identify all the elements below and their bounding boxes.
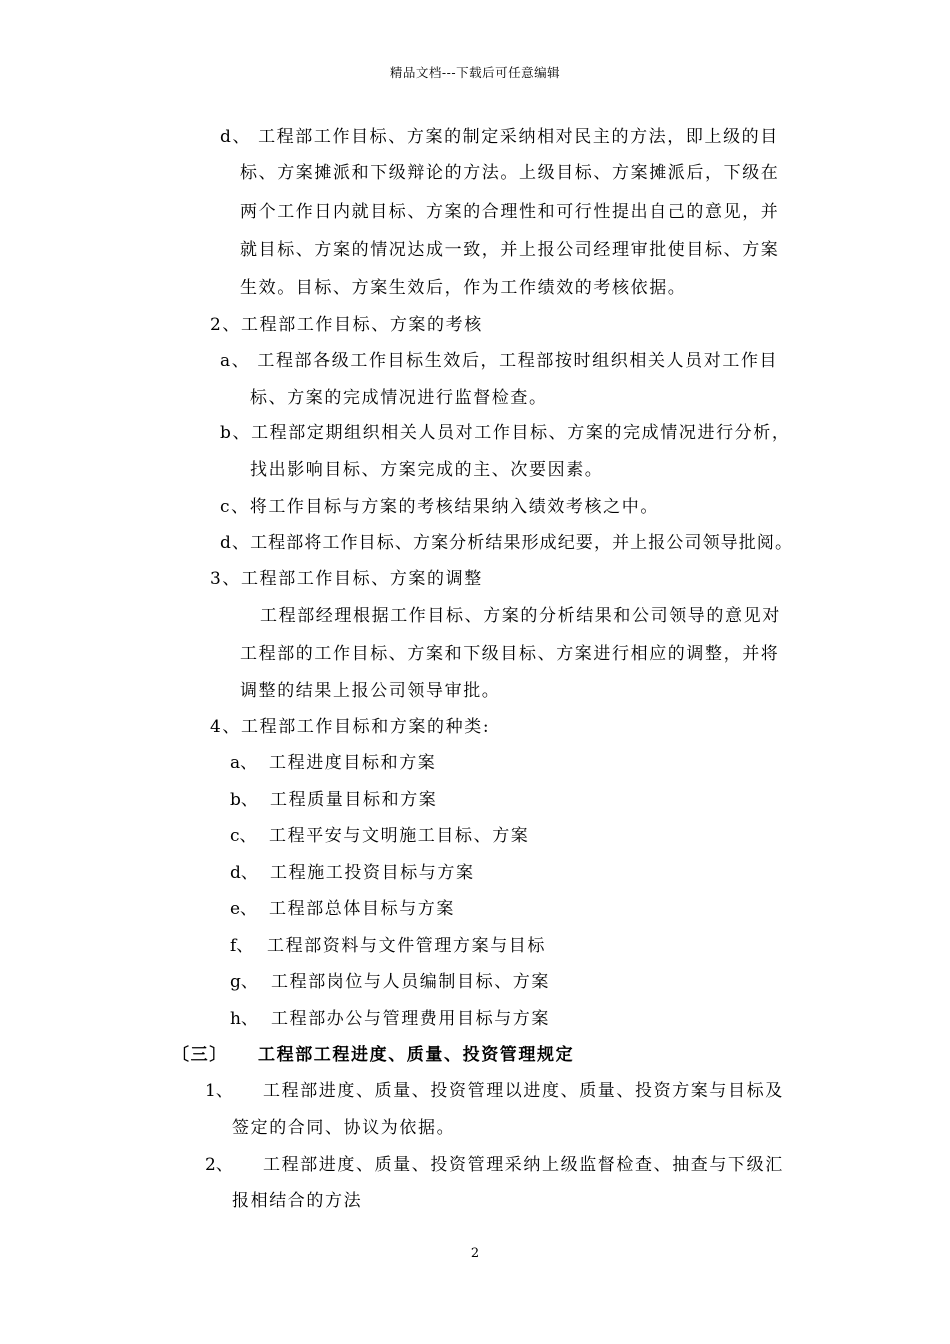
paragraph-line: 工程部进度、质量、投资管理以进度、质量、投资方案与目标及 (263, 1081, 784, 1101)
list-item: 工程平安与文明施工目标、方案 (269, 826, 530, 846)
paragraph-line: 标、方案的完成情况进行监督检查。 (250, 388, 548, 408)
list-item: 工程部资料与文件管理方案与目标 (267, 936, 546, 956)
paragraph-line: c、将工作目标与方案的考核结果纳入绩效考核之中。 (220, 497, 659, 517)
numbered-marker: 1、 (205, 1081, 233, 1101)
list-item: 工程部岗位与人员编制目标、方案 (271, 972, 550, 992)
list-marker: e、 (230, 899, 258, 919)
list-item: 工程进度目标和方案 (269, 753, 437, 773)
list-item: 工程施工投资目标与方案 (270, 863, 475, 883)
list-marker: d、 (230, 863, 258, 883)
paragraph-line: 找出影响目标、方案完成的主、次要因素。 (250, 460, 604, 480)
paragraph-line: 调整的结果上报公司领导审批。 (240, 681, 501, 701)
paragraph-line: 报相结合的方法 (232, 1191, 363, 1211)
list-marker: a、 (230, 753, 258, 773)
subsection-heading: 2、工程部工作目标、方案的考核 (210, 315, 483, 335)
subsection-heading: 4、工程部工作目标和方案的种类: (210, 717, 491, 737)
paragraph-line: d、 工程部工作目标、方案的制定采纳相对民主的方法，即上级的目 (220, 127, 779, 147)
paragraph-line: 就目标、方案的情况达成一致，并上报公司经理审批使目标、方案 (240, 240, 780, 260)
paragraph-line: d、工程部将工作目标、方案分析结果形成纪要，并上报公司领导批阅。 (220, 533, 794, 553)
paragraph-line: 签定的合同、协议为依据。 (232, 1118, 456, 1138)
list-item: 工程部办公与管理费用目标与方案 (271, 1009, 550, 1029)
page-number: 2 (470, 1246, 480, 1261)
paragraph-line: 标、方案摊派和下级辩论的方法。上级目标、方案摊派后，下级在 (240, 163, 780, 183)
list-marker: c、 (230, 826, 257, 846)
list-item: 工程质量目标和方案 (270, 790, 438, 810)
paragraph-line: 两个工作日内就目标、方案的合理性和可行性提出自己的意见，并 (240, 202, 780, 222)
paragraph-line: 工程部的工作目标、方案和下级目标、方案进行相应的调整，并将 (240, 644, 780, 664)
page-header: 精品文档---下载后可任意编辑 (389, 65, 561, 80)
paragraph-line: 工程部进度、质量、投资管理采纳上级监督检查、抽查与下级汇 (263, 1155, 784, 1175)
paragraph-line: a、 工程部各级工作目标生效后，工程部按时组织相关人员对工作目 (220, 351, 779, 371)
section-title: 工程部工程进度、质量、投资管理规定 (258, 1045, 575, 1065)
list-marker: g、 (230, 972, 258, 992)
numbered-marker: 2、 (205, 1155, 233, 1175)
list-item: 工程部总体目标与方案 (269, 899, 455, 919)
paragraph-line: 工程部经理根据工作目标、方案的分析结果和公司领导的意见对 (260, 606, 781, 626)
paragraph-line: b、工程部定期组织相关人员对工作目标、方案的完成情况进行分析， (220, 423, 791, 443)
section-marker: 〔三〕 (172, 1045, 228, 1065)
list-marker: h、 (230, 1009, 258, 1029)
subsection-heading: 3、工程部工作目标、方案的调整 (210, 569, 483, 589)
list-marker: f、 (230, 936, 254, 956)
paragraph-line: 生效。目标、方案生效后，作为工作绩效的考核依据。 (240, 278, 687, 298)
list-marker: b、 (230, 790, 258, 810)
